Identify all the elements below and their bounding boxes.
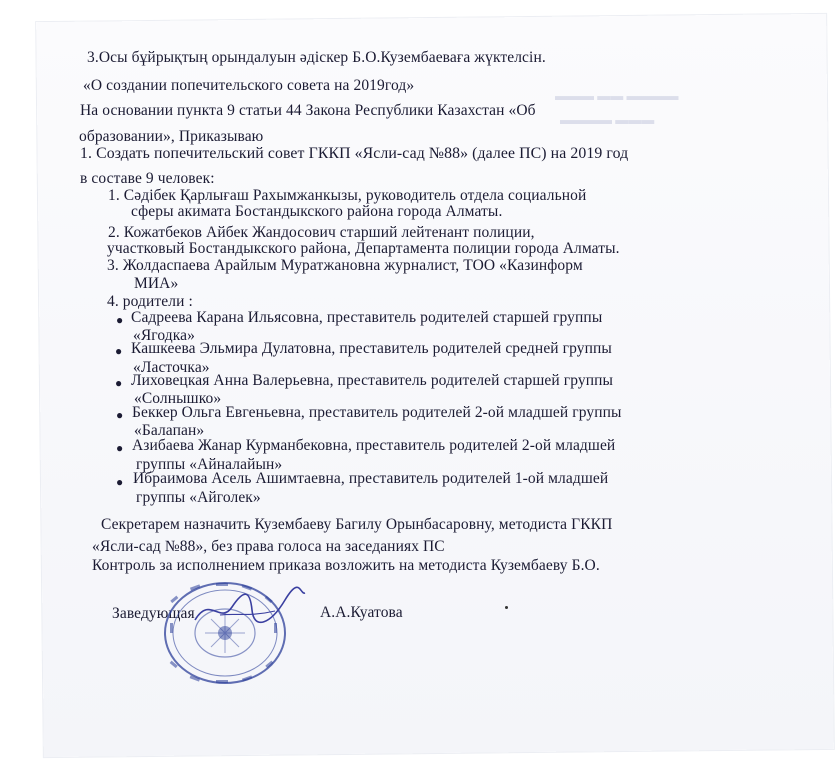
parent-1: Садреева Карана Ильясовна, преставитель родителей старшей группы — [131, 309, 603, 326]
doc-line-kazakh: 3.Осы бұйрықтың орындалуын әдіскер Б.О.Кузембаевағa жүктелсін. — [87, 49, 546, 66]
parent-5: Азибаева Жанар Курманбековна, преставитель родителей 2-ой младшей — [132, 437, 616, 454]
parent-5-group: группы «Айналайын» — [136, 456, 283, 473]
parent-6-group: группы «Айголек» — [136, 489, 261, 506]
doc-line-order-title: «О создании попечительского совета на 2019год» — [83, 77, 415, 94]
bullet-icon: ● — [116, 475, 124, 489]
parent-3: Лиховецкая Анна Валерьевна, преставитель родителей старшей группы — [131, 372, 614, 389]
member-4-parents: 4. родители : — [107, 293, 193, 310]
bullet-icon: ● — [116, 408, 124, 422]
parent-1-group: «Ягодка» — [133, 327, 195, 344]
parent-2: Кашкеева Эльмира Дулатовна, преставитель родителей средней группы — [131, 340, 612, 357]
member-2-cont: участковый Бостандыкского района, Департамента полиции города Алматы. — [107, 240, 620, 257]
bullet-icon: ● — [116, 441, 124, 455]
bullet-icon: ● — [116, 313, 124, 327]
doc-line-basis-cont: образовании», Приказываю — [79, 128, 264, 145]
doc-line-point-1: 1. Создать попечительский совет ГККП «Ясли-сад №88» (далее ПС) на 2019 год — [80, 145, 629, 162]
secretary-line-cont: «Ясли-сад №88», без права голоса на заседаниях ПС — [92, 538, 445, 555]
bullet-icon: ● — [115, 344, 123, 358]
member-1-cont: сферы акимата Бостандыкского района города Алматы. — [131, 203, 503, 220]
member-3-cont: МИА» — [134, 275, 179, 292]
bleed-through-text: ▬▬▬ ▬▬ ▬▬▬▬ — [555, 88, 679, 103]
signatory-title: Заведующая — [112, 605, 195, 622]
signature-icon — [190, 585, 310, 635]
member-2: 2. Кожатбеков Айбек Жандосович старший лейтенант полиции, — [108, 224, 535, 241]
ink-dot — [505, 606, 508, 609]
doc-line-point-1-cont: в составе 9 человек: — [80, 170, 215, 187]
parent-6: Ибраимова Асель Ашимтаевна, преставитель родителей 1-ой младшей — [133, 470, 609, 487]
signatory-name: А.А.Куатова — [320, 604, 403, 621]
bleed-through-text: ▬▬▬▬ ▬▬▬ — [560, 112, 655, 127]
member-1: 1. Сәдібек Қарлығаш Рахымжанкызы, руководитель отдела социальной — [108, 187, 587, 204]
member-3: 3. Жолдаспаева Арайлым Муратжановна журналист, ТОО «Казинформ — [107, 257, 583, 274]
control-line: Контроль за исполнением приказа возложить на методиста Кузембаеву Б.О. — [92, 557, 600, 574]
parent-4: Беккер Ольга Евгеньевна, преставитель родителей 2-ой младшей группы — [132, 404, 622, 421]
bullet-icon: ● — [115, 376, 123, 390]
parent-4-group: «Балапан» — [134, 422, 205, 439]
doc-line-basis: На основании пункта 9 статьи 44 Закона Республики Казахстан «Об — [80, 102, 536, 119]
secretary-line: Секретарем назначить Кузембаеву Багилу Орынбасаровну, методиста ГККП — [101, 516, 613, 533]
parent-3-group: «Солнышко» — [134, 390, 222, 407]
parent-2-group: «Ласточка» — [133, 359, 210, 376]
